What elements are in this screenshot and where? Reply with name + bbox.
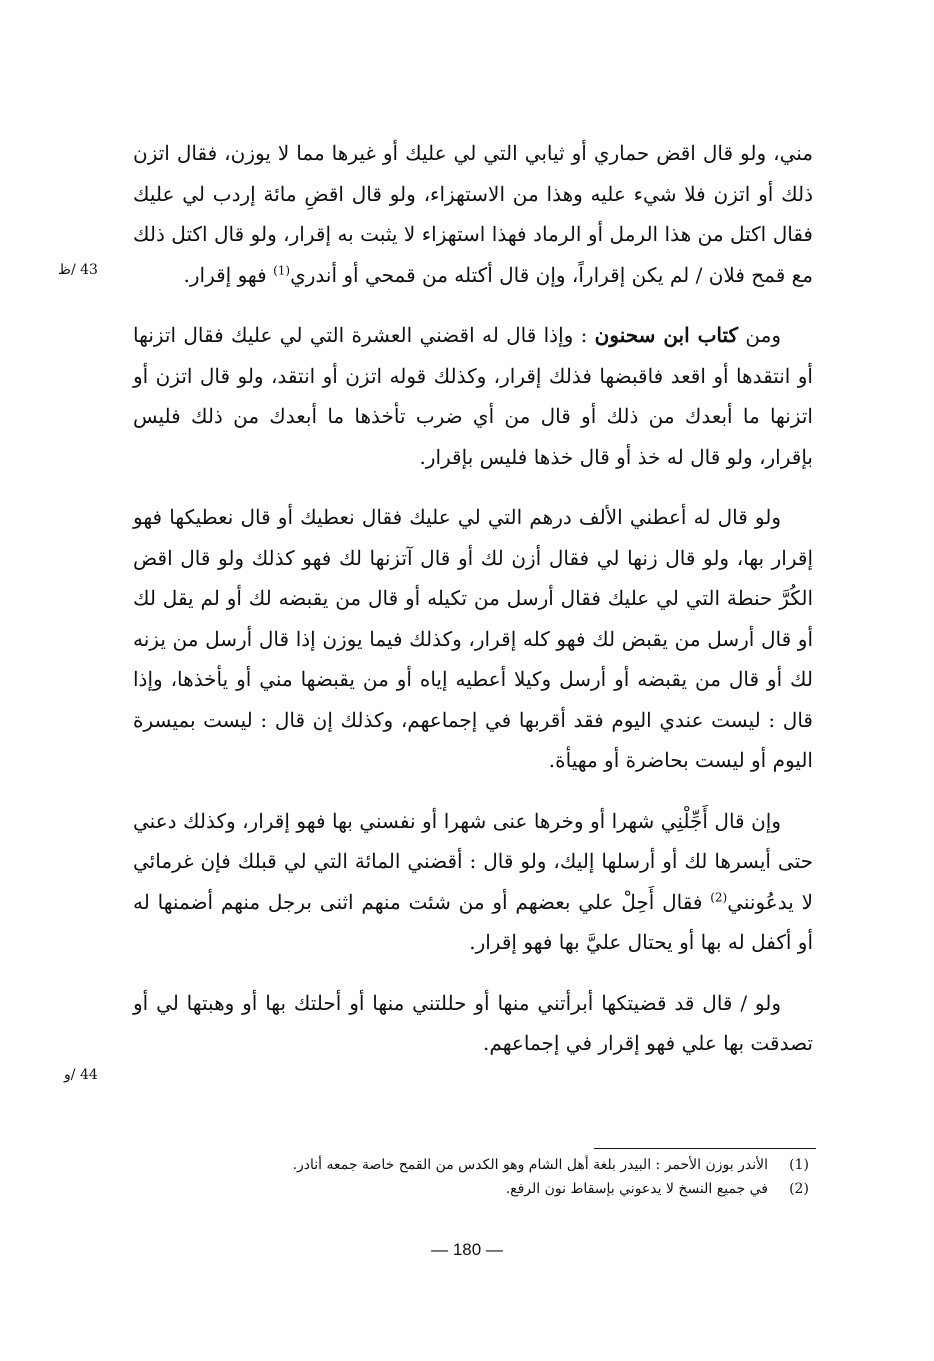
margin-folio-43: 43 /ظ xyxy=(58,262,98,278)
footnote-number: (2) xyxy=(789,1181,809,1197)
footnote-number: (1) xyxy=(789,1157,809,1173)
paragraph-5 xyxy=(133,983,813,1064)
paragraph-text-cont: فقال أَحِلْ علي بعضهم أو من شئت منهم اثنى برجل منهم أضمنها له أو أكفل له بها أو يحتال عليَّ بها فهو إقرار. xyxy=(133,889,813,954)
paragraph-text: مني، ولو قال اقض حماري أو ثيابي التي لي عليك أو غيرها مما لا يوزن، فقال اتزن ذلك أو اتزن فلا شيء عليه وهذا من الاستهزاء، ولو قال اقضِ مائة إردب لي عليك فقال اكتل من هذا الرمل أو الرماد فهذا استهزاء لا يثبت به إقرار، ولو قال اكتل ذلك مع قمح فلان / لم يكن إقراراً، وإن قال أكتله من قمحي أو أندري xyxy=(133,141,813,287)
footnote-2 xyxy=(150,1177,812,1201)
footnote-text: الأندر بوزن الأحمر : البيدر بلغة أهل الشام وهو الكدس من القمح خاصة جمعه أنادر. xyxy=(292,1157,768,1173)
source-title: كتاب ابن سحنون xyxy=(594,323,739,347)
paragraph-text: : وإذا قال له اقضني العشرة التي لي عليك فقال اتزنها أو انتقدها أو اقعد فاقبضها فذلك إقرار، وكذلك قوله اتزن أو انتقد، ولو قال اتزن أو اتزنها ما أبعدك من ذلك أو قال من أي ضرب تأخذها ما أبعدك من ذلك فليس بإقرار، ولو قال له خذ أو قال خذها فليس بإقرار. xyxy=(133,323,813,469)
paragraph-2 xyxy=(133,315,813,477)
paragraph-1 xyxy=(133,133,813,295)
footnote-ref-1: (1) xyxy=(273,262,291,277)
main-text xyxy=(133,133,813,1084)
paragraph-text-cont: فهو إقرار. xyxy=(183,262,274,287)
paragraph-4 xyxy=(133,801,813,963)
paragraph-text: وإن قال أَجِّلْنِي شهرا أو وخرها عنى شهرا أو نفسني بها فهو إقرار، وكذلك دعني حتى أيسرها لك أو أرسلها إليك، ولو قال : أقضني المائة التي لي قبلك فإن غرمائي لا يدعُونني xyxy=(133,808,813,914)
paragraph-lead: ومن xyxy=(738,323,781,347)
footnotes xyxy=(150,1153,812,1201)
page-number: — 180 — xyxy=(431,1240,503,1259)
footnote-ref-2: (2) xyxy=(710,889,728,904)
paragraph-text: ولو قال له أعطني الألف درهم التي لي عليك فقال نعطيك أو قال نعطيكها فهو إقرار بها، ولو قال زنها لي فقال أزن لك أو قال آتزنها لك فهو كذلك ولو قال اقض الكُرَّ حنطة التي لي عليك فقال أرسل من تكيله أو قال من يقبضه لك أو لم يقل لك أو قال أرسل من يقبض لك فهو كله إقرار، وكذلك فيما يوزن إذا قال أرسل من يزنه لك أو قال من يقبضه أو أرسل وكيلا أعطيه إياه أو من يقبضها مني أو يأخذها، وإذا قال : ليست عندي اليوم فقد أقربها في إجماعهم، وكذلك إن قال : ليست بميسرة اليوم أو ليست بحاضرة أو مهيأة. xyxy=(133,505,813,772)
margin-folio-44: 44 /و xyxy=(64,1067,98,1083)
footnote-text: في جميع النسخ لا يدعوني بإسقاط نون الرفع. xyxy=(505,1181,768,1197)
footnote-1 xyxy=(150,1153,812,1177)
paragraph-text: ولو / قال قد قضيتكها أبرأتني منها أو حللتني منها أو أحلتك بها أو وهبتها لي أو تصدقت بها علي فهو إقرار في إجماعهم. xyxy=(133,990,813,1055)
paragraph-3 xyxy=(133,497,813,781)
footnote-divider xyxy=(594,1148,816,1149)
